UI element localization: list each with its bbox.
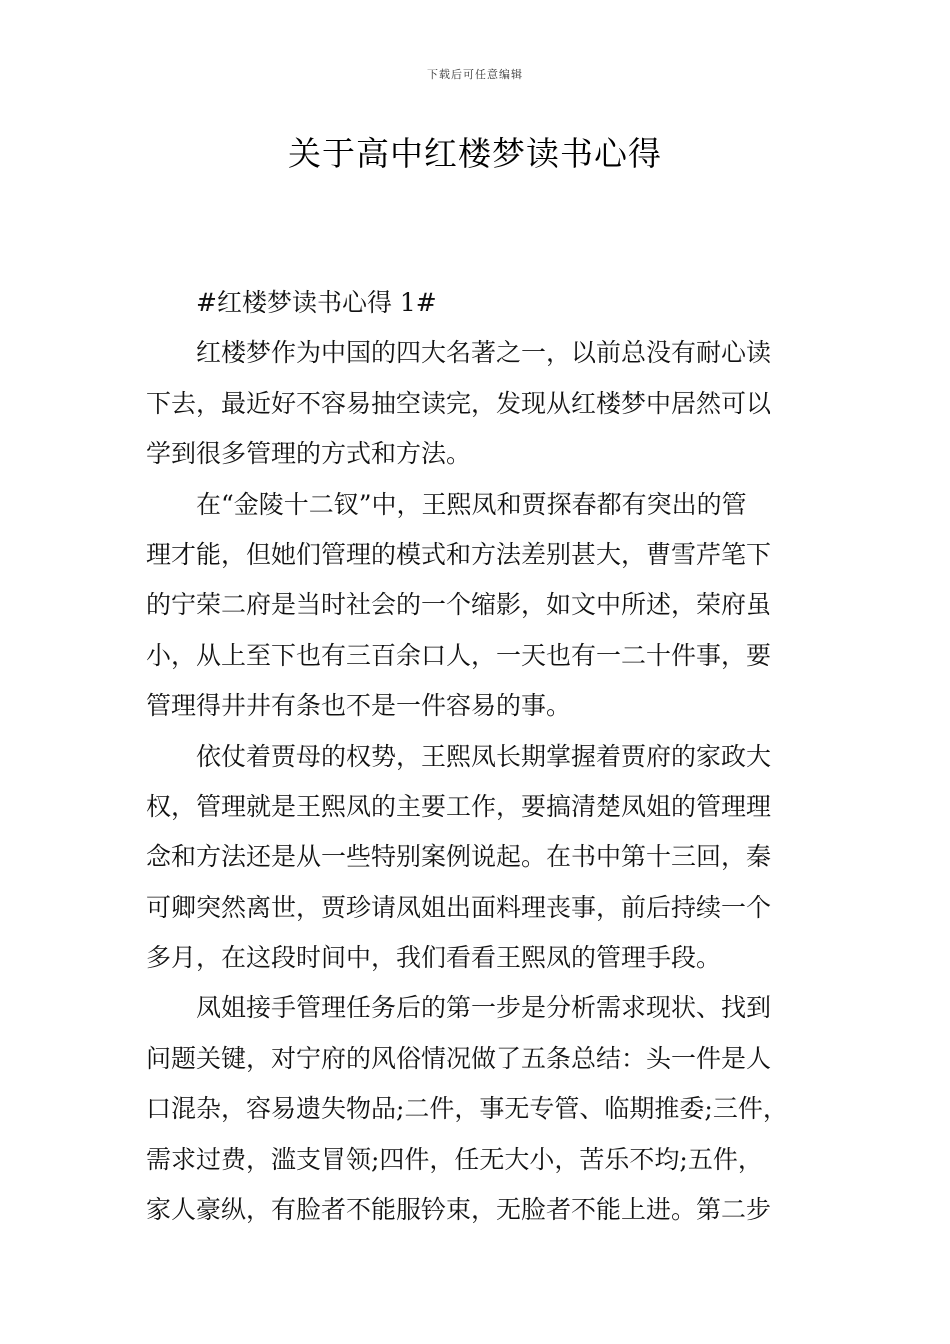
paragraph-line: 需求过费，滥支冒领;四件，任无大小，苦乐不均;五件，	[146, 1144, 763, 1174]
paragraph-line: 的宁荣二府是当时社会的一个缩影，如文中所述，荣府虽	[146, 590, 772, 620]
paragraph-line: 多月，在这段时间中，我们看看王熙凤的管理手段。	[146, 943, 722, 973]
paragraph-line: 念和方法还是从一些特别案例说起。在书中第十三回，秦	[146, 842, 772, 872]
paragraph-line: 理才能，但她们管理的模式和方法差别甚大，曹雪芹笔下	[146, 539, 772, 569]
header-note: 下载后可任意编辑	[427, 68, 523, 81]
paragraph-line: 可卿突然离世，贾珍请凤姐出面料理丧事，前后持续一个	[146, 892, 772, 922]
paragraph-line: 权，管理就是王熙凤的主要工作，要搞清楚凤姐的管理理	[146, 791, 772, 821]
paragraph-line: 家人豪纵，有脸者不能服钤束，无脸者不能上进。第二步	[146, 1195, 772, 1225]
document-title: 关于高中红楼梦读书心得	[288, 134, 662, 173]
paragraph-line: 在“金陵十二钗”中，王熙凤和贾探春都有突出的管	[196, 489, 747, 519]
paragraph-line: 红楼梦作为中国的四大名著之一，以前总没有耐心读	[196, 338, 772, 368]
paragraph-line: 学到很多管理的方式和方法。	[146, 439, 472, 469]
paragraph-line: 问题关键，对宁府的风俗情况做了五条总结：头一件是人	[146, 1043, 772, 1073]
paragraph-2	[146, 480, 806, 732]
section-heading: #红楼梦读书心得 1#	[196, 288, 437, 317]
paragraph-line: 依仗着贾母的权势，王熙凤长期掌握着贾府的家政大	[196, 741, 772, 771]
paragraph-4	[146, 983, 806, 1235]
paragraph-3	[146, 732, 806, 984]
paragraph-line: 凤姐接手管理任务后的第一步是分析需求现状、找到	[196, 993, 772, 1023]
paragraph-line: 管理得井井有条也不是一件容易的事。	[146, 691, 572, 721]
paragraph-line: 下去，最近好不容易抽空读完，发现从红楼梦中居然可以	[146, 388, 772, 418]
paragraph-line: 口混杂，容易遗失物品;二件，事无专管、临期推委;三件，	[146, 1094, 788, 1124]
document-body	[146, 278, 806, 1235]
paragraph-line: 小，从上至下也有三百余口人，一天也有一二十件事，要	[146, 640, 772, 670]
paragraph-1	[146, 328, 806, 479]
